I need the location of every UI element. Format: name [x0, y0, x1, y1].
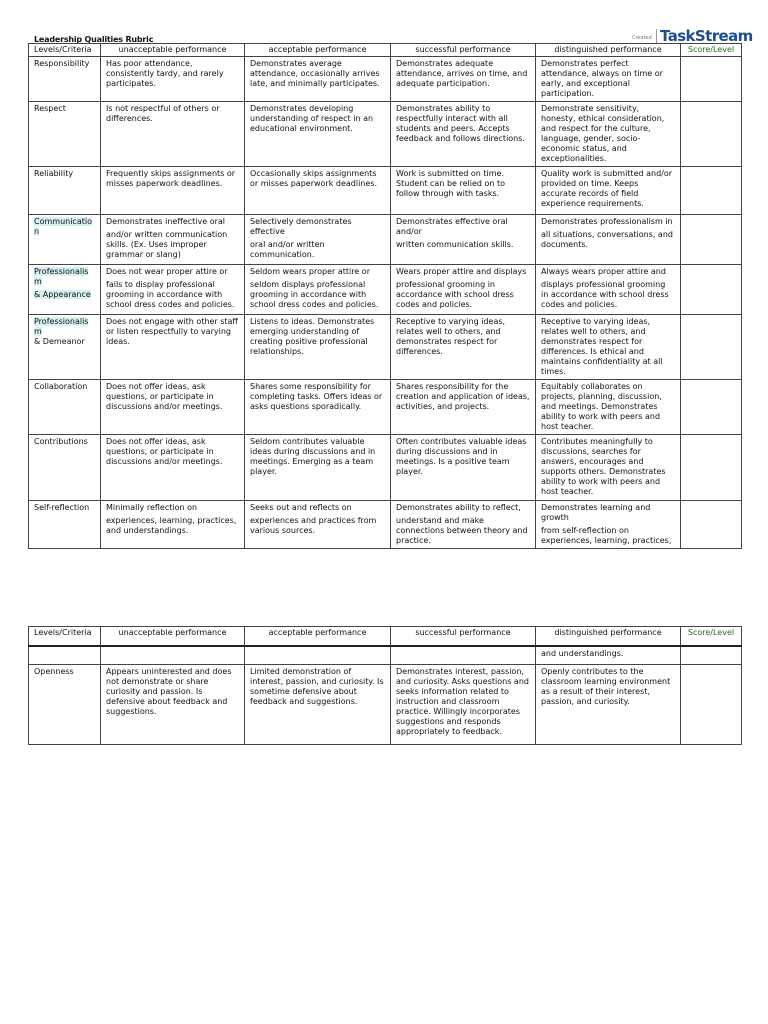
- table-row: [29, 265, 742, 315]
- logo-prefix: Created: [632, 35, 652, 41]
- cell-text: from self-reflection on experiences, learning, practices,: [541, 526, 672, 545]
- table-row: [29, 215, 742, 265]
- cell-text: all situations, conversations, and documents.: [541, 230, 673, 249]
- acceptable-cell: [245, 215, 391, 265]
- table-row: [29, 664, 742, 744]
- header-unacceptable: unacceptable performance: [101, 627, 245, 647]
- criterion-cell: Collaboration: [29, 380, 101, 435]
- document-title: Leadership Qualities Rubric: [34, 35, 154, 44]
- successful-cell: Often contributes valuable ideas during discussions and in meetings. Is a positive team player.: [391, 435, 536, 501]
- table-row: [29, 167, 742, 215]
- acceptable-cell: [245, 501, 391, 549]
- cell-line: Seeks out and reflects on: [250, 503, 352, 512]
- header-criteria: Levels/Criteria: [29, 44, 101, 57]
- header-acceptable: acceptable performance: [245, 627, 391, 647]
- distinguished-cell: [536, 501, 681, 549]
- cell-line: Minimally reflection on: [106, 503, 198, 512]
- cell-line: Selectively demonstrates effective: [250, 217, 352, 236]
- criterion-cell: [29, 646, 101, 664]
- criterion-label-line2: [34, 290, 95, 300]
- criterion-cell: Self-reflection: [29, 501, 101, 549]
- cell-line: Wears proper attire and displays: [396, 267, 527, 276]
- header-row: [29, 44, 742, 57]
- score-cell[interactable]: [681, 102, 742, 167]
- unacceptable-cell: [101, 501, 245, 549]
- unacceptable-cell: [101, 265, 245, 315]
- acceptable-cell: [245, 646, 391, 664]
- logo-divider: [656, 29, 657, 44]
- acceptable-cell: Shares some responsibility for completing tasks. Offers ideas or asks questions sporadically.: [245, 380, 391, 435]
- logo-brand: TaskStream: [660, 27, 753, 45]
- cell-line: Does not wear proper attire or: [106, 267, 228, 276]
- criterion-cell: Openness: [29, 664, 101, 744]
- score-cell[interactable]: [681, 435, 742, 501]
- successful-cell: Demonstrates adequate attendance, arrives on time, and adequate participation.: [391, 57, 536, 102]
- cell-text: displays professional grooming in accordance with school dress codes and policies.: [541, 280, 669, 309]
- cell-text: experiences, learning, practices, and understandings.: [106, 516, 237, 535]
- criterion-label: Professionalism: [34, 317, 89, 336]
- successful-cell: Demonstrates ability to respectfully interact with all students and peers. Accepts feedback and follows directions.: [391, 102, 536, 167]
- table-row: [29, 57, 742, 102]
- cell-line: Seldom wears proper attire or: [250, 267, 370, 276]
- successful-cell: [391, 501, 536, 549]
- cell-text: written communication skills.: [396, 240, 514, 249]
- score-cell[interactable]: [681, 167, 742, 215]
- successful-cell: [391, 265, 536, 315]
- score-cell[interactable]: [681, 501, 742, 549]
- acceptable-cell: Demonstrates developing understanding of respect in an educational environment.: [245, 102, 391, 167]
- cell-text: understand and make connections between theory and practice.: [396, 516, 528, 545]
- table-row: [29, 501, 742, 549]
- score-cell[interactable]: [681, 57, 742, 102]
- distinguished-cell: Demonstrate sensitivity, honesty, ethical consideration, and respect for the culture, language, gender, socio-economic status, and exceptionalities.: [536, 102, 681, 167]
- header-row: [29, 627, 742, 647]
- cell-line: Demonstrates ability to reflect,: [396, 503, 521, 512]
- header-score: Score/Level: [681, 627, 742, 647]
- acceptable-cell: Listens to ideas. Demonstrates emerging understanding of creating positive professional relationships.: [245, 315, 391, 380]
- unacceptable-cell: Appears uninterested and does not demonstrate or share curiosity and passion. Is defensive about feedback and suggestions.: [101, 664, 245, 744]
- cell-text: professional grooming in accordance with school dress codes and policies.: [396, 280, 514, 309]
- distinguished-cell: Contributes meaningfully to discussions, searches for answers, encourages and supports others. Demonstrates ability to work with peers and host teacher.: [536, 435, 681, 501]
- score-cell[interactable]: [681, 664, 742, 744]
- criterion-cell: Contributions: [29, 435, 101, 501]
- header-criteria: Levels/Criteria: [29, 627, 101, 647]
- unacceptable-cell: Does not offer ideas, ask questions, or participate in discussions and/or meetings.: [101, 435, 245, 501]
- successful-cell: [391, 646, 536, 664]
- header-acceptable: acceptable performance: [245, 44, 391, 57]
- successful-cell: Shares responsibility for the creation and application of ideas, activities, and projects.: [391, 380, 536, 435]
- distinguished-cell: [536, 265, 681, 315]
- unacceptable-cell: Frequently skips assignments or misses paperwork deadlines.: [101, 167, 245, 215]
- acceptable-cell: Seldom contributes valuable ideas during discussions and in meetings. Emerging as a team player.: [245, 435, 391, 501]
- distinguished-cell: Receptive to varying ideas, relates well to others, and demonstrates respect for differences. Is ethical and maintains confidentiality at all times.: [536, 315, 681, 380]
- header-unacceptable: unacceptable performance: [101, 44, 245, 57]
- header-successful: successful performance: [391, 44, 536, 57]
- rubric-table-continued: [28, 626, 742, 745]
- unacceptable-cell: Does not engage with other staff or listen respectfully to varying ideas.: [101, 315, 245, 380]
- criterion-label: Professionalism: [34, 267, 89, 286]
- criterion-cell: Reliability: [29, 167, 101, 215]
- acceptable-cell: Occasionally skips assignments or misses paperwork deadlines.: [245, 167, 391, 215]
- successful-cell: [391, 215, 536, 265]
- header-successful: successful performance: [391, 627, 536, 647]
- cell-line: Demonstrates ineffective oral: [106, 217, 226, 226]
- cell-line: Demonstrates learning and growth: [541, 503, 651, 522]
- table-row: [29, 315, 742, 380]
- criterion-cell: [29, 265, 101, 315]
- criterion-cell: [29, 215, 101, 265]
- criterion-label: Communication: [34, 217, 92, 236]
- cell-text: and/or written communication skills. (Ex. Uses improper grammar or slang): [106, 230, 228, 259]
- cell-line: Demonstrates professionalism in: [541, 217, 673, 226]
- criterion-cell: [29, 315, 101, 380]
- distinguished-cell: Equitably collaborates on projects, planning, discussion, and meetings. Demonstrates ability to work with peers and host teacher.: [536, 380, 681, 435]
- cell-text: seldom displays professional grooming in accordance with school dress codes and policies.: [250, 280, 379, 309]
- distinguished-cell: Demonstrates perfect attendance, always on time or early, and exceptional participation.: [536, 57, 681, 102]
- cell-text: oral and/or written communication.: [250, 240, 325, 259]
- distinguished-cell: and understandings.: [536, 646, 681, 664]
- cell-text: experiences and practices from various sources.: [250, 516, 377, 535]
- unacceptable-cell: Is not respectful of others or differences.: [101, 102, 245, 167]
- criterion-cell: Respect: [29, 102, 101, 167]
- distinguished-cell: Quality work is submitted and/or provided on time. Keeps accurate records of field experience requirements.: [536, 167, 681, 215]
- rubric-table: [28, 43, 742, 549]
- table-row: [29, 435, 742, 501]
- acceptable-cell: Limited demonstration of interest, passion, and curiosity. Is sometime defensive about feedback and suggestions.: [245, 664, 391, 744]
- score-cell[interactable]: [681, 646, 742, 664]
- unacceptable-cell: [101, 215, 245, 265]
- header-distinguished: distinguished performance: [536, 44, 681, 57]
- acceptable-cell: Demonstrates average attendance, occasionally arrives late, and minimally participates.: [245, 57, 391, 102]
- criterion-label: & Appearance: [34, 290, 91, 299]
- criterion-label: & Demeanor: [34, 337, 85, 346]
- successful-cell: Demonstrates interest, passion, and curiosity. Asks questions and seeks information related to instruction and classroom practice. Willingly incorporates suggestions and responds appropriately to feedback.: [391, 664, 536, 744]
- distinguished-cell: [536, 215, 681, 265]
- score-cell[interactable]: [681, 265, 742, 315]
- unacceptable-cell: Does not offer ideas, ask questions, or participate in discussions and/or meetings.: [101, 380, 245, 435]
- score-cell[interactable]: [681, 315, 742, 380]
- header-distinguished: distinguished performance: [536, 627, 681, 647]
- distinguished-cell: Openly contributes to the classroom learning environment as a result of their interest, passion, and curiosity.: [536, 664, 681, 744]
- header-score: Score/Level: [681, 44, 742, 57]
- cell-line: Demonstrates effective oral and/or: [396, 217, 508, 236]
- cell-text: fails to display professional grooming in accordance with school dress codes and policies.: [106, 280, 235, 309]
- acceptable-cell: [245, 265, 391, 315]
- score-cell[interactable]: [681, 215, 742, 265]
- criterion-cell: Responsibility: [29, 57, 101, 102]
- score-cell[interactable]: [681, 380, 742, 435]
- successful-cell: Work is submitted on time. Student can be relied on to follow through with tasks.: [391, 167, 536, 215]
- successful-cell: Receptive to varying ideas, relates well to others, and demonstrates respect for differences.: [391, 315, 536, 380]
- unacceptable-cell: [101, 646, 245, 664]
- unacceptable-cell: Has poor attendance, consistently tardy, and rarely participates.: [101, 57, 245, 102]
- table-row: [29, 102, 742, 167]
- table-row: [29, 380, 742, 435]
- cell-line: Always wears proper attire and: [541, 267, 666, 276]
- table-row: [29, 646, 742, 664]
